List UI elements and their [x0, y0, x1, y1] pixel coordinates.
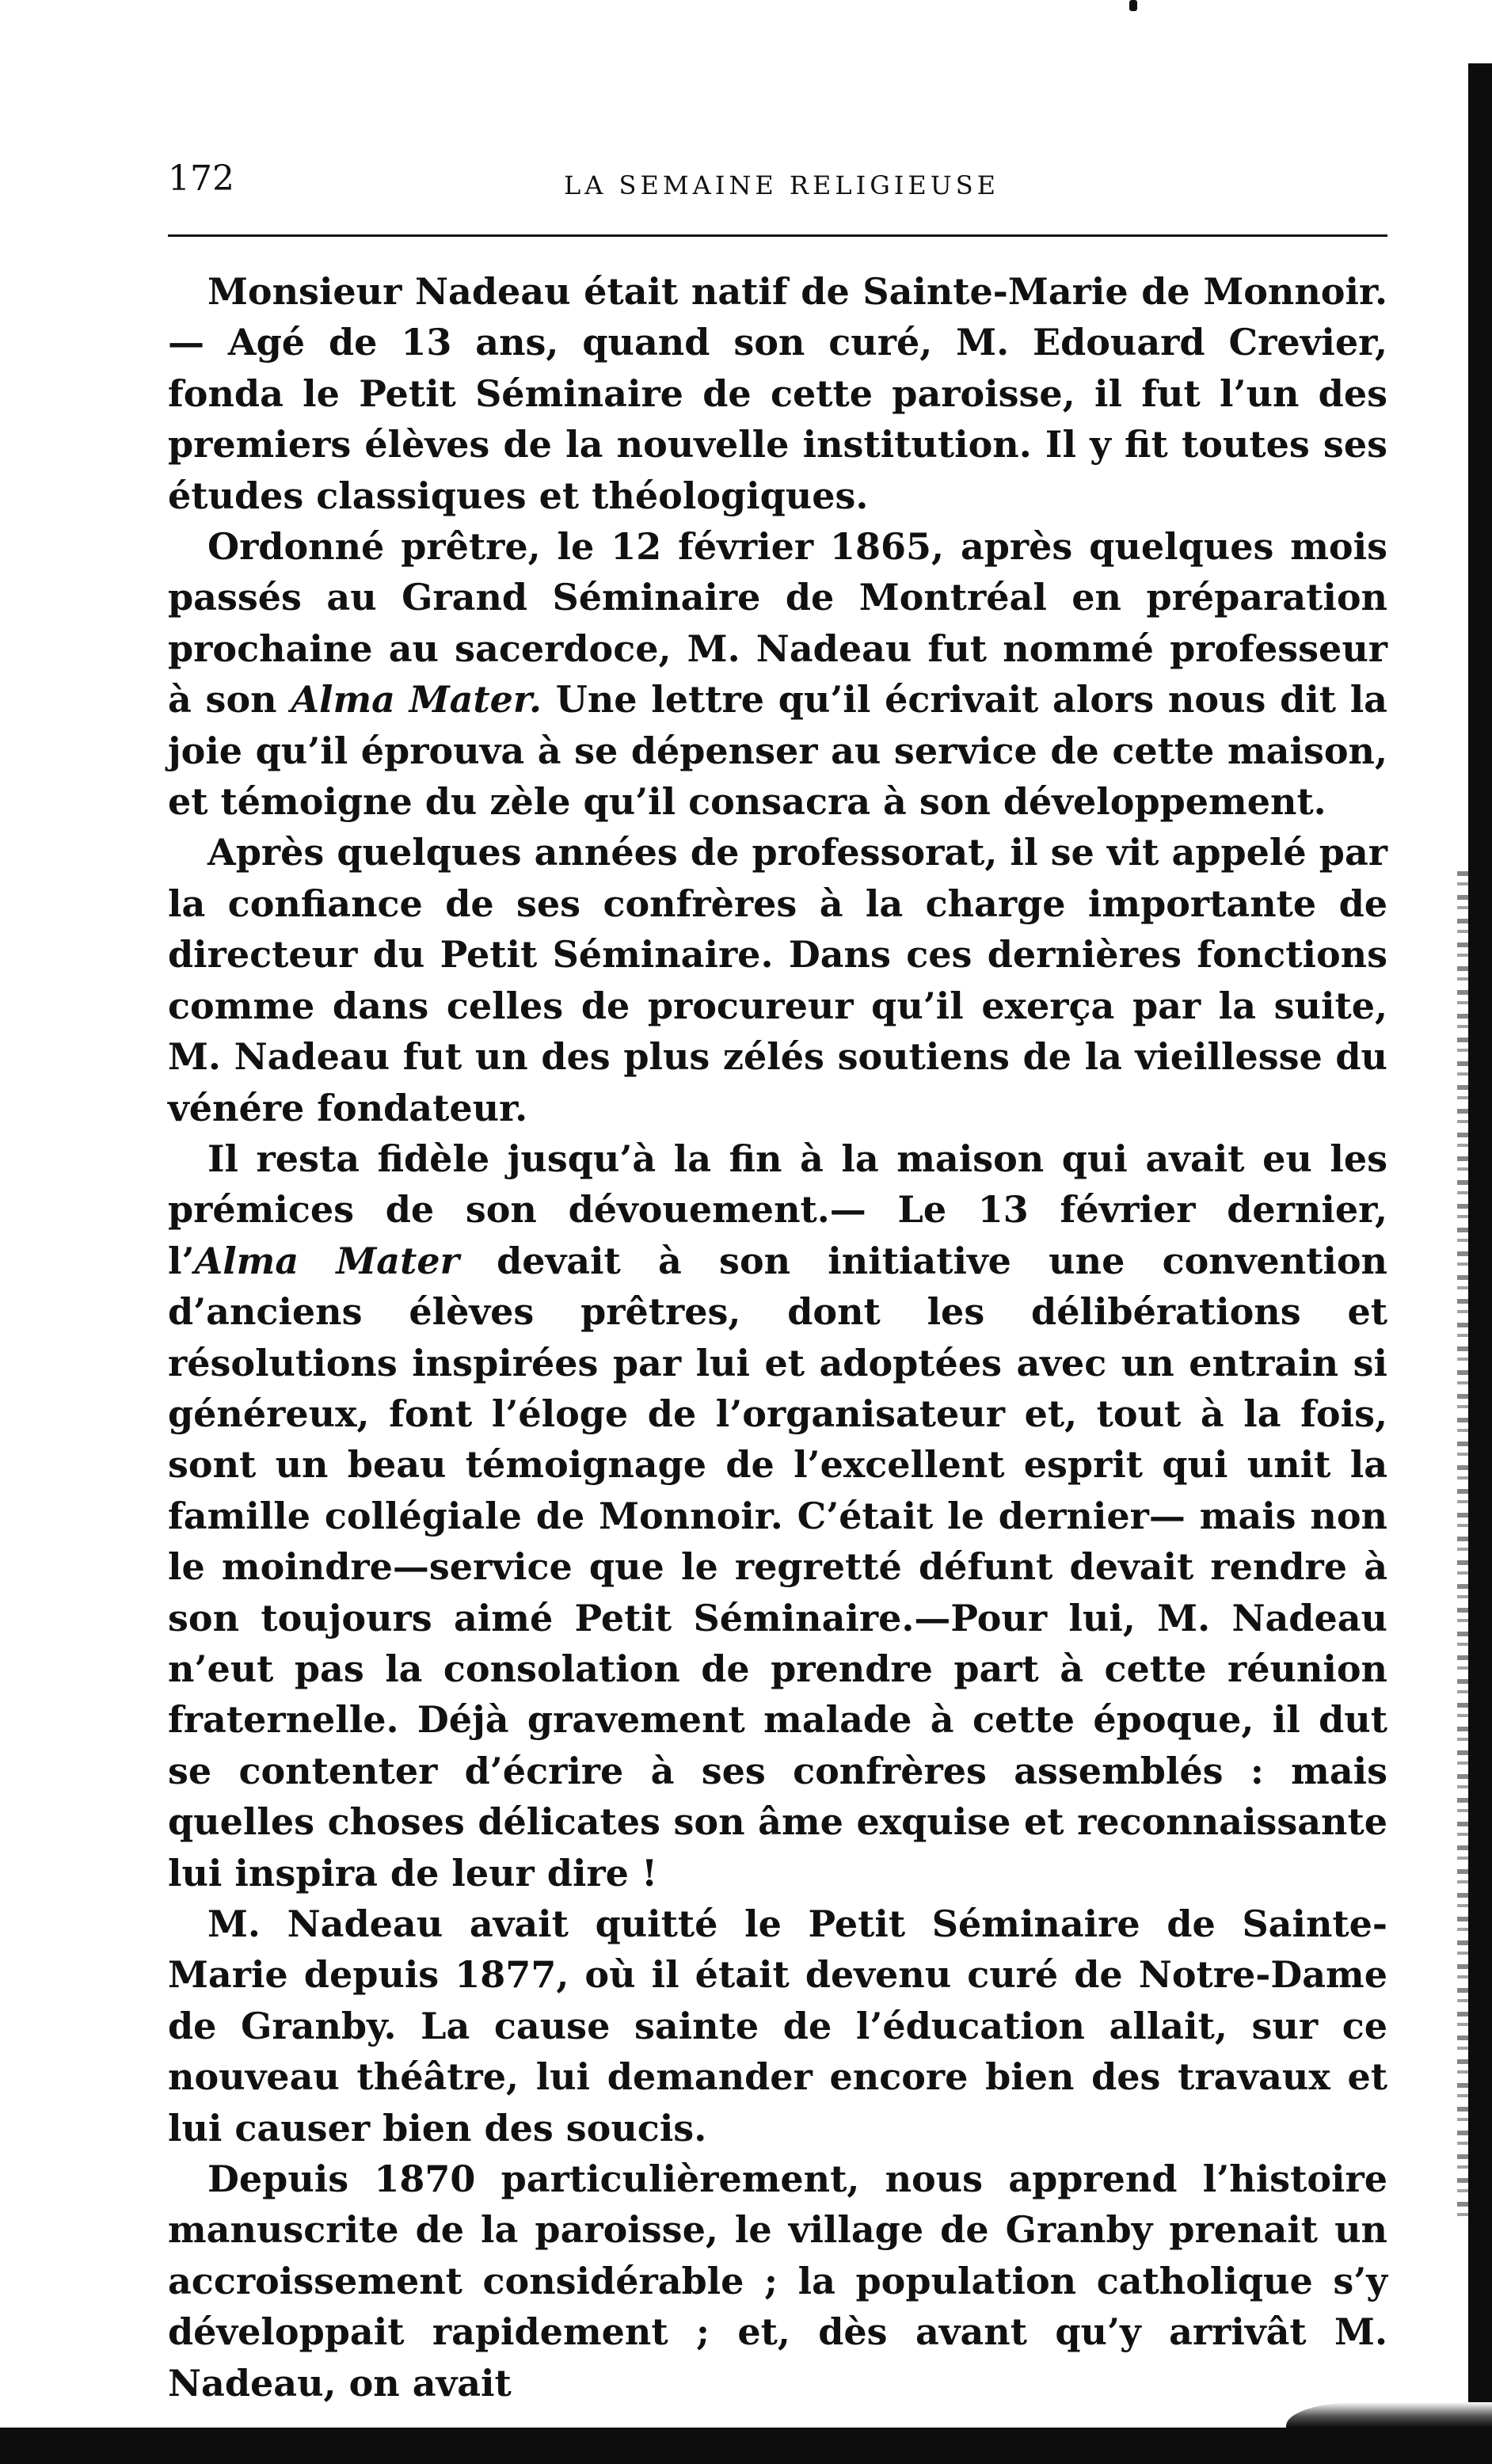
scan-edge-texture: [1457, 871, 1468, 2218]
italic-phrase: Alma Mater.: [291, 678, 542, 722]
page-number: 172: [168, 158, 234, 199]
paragraph-text: M. Nadeau avait quitté le Petit Séminaire de Sainte-Marie depuis 1877, où il était devenu curé de Notre-Dame de Granby. La cause sainte de l’éducation allait, sur ce nouveau théâtre, lui demander encore bien des travaux et lui causer bien des soucis.: [168, 1902, 1387, 2150]
running-title: LA SEMAINE RELIGIEUSE: [564, 170, 1000, 200]
paragraph-text: Ordonné prêtre, le 12 février 1865, après quelques mois passés au Grand Séminaire de Montréal en préparation prochaine au sacerdoce, M. Nadeau fut nommé professeur à son: [168, 525, 1387, 722]
scan-bottom-edge: [0, 2428, 1492, 2464]
paragraph: [168, 266, 1387, 521]
page-header: [168, 155, 1387, 208]
paragraph-text: devait à son initiative une convention d’anciens élèves prêtres, dont les délibérations et résolutions inspirées par lui et adoptées avec un entrain si généreux, font l’éloge de l’organisateur et, tout à la fois, sont un beau témoignage de l’excellent esprit qui unit la famille collégiale de Monnoir. C’était le dernier— mais non le moindre—service que le regretté défunt devait rendre à son toujours aimé Petit Séminaire.—Pour lui, M. Nadeau n’eut pas la consolation de prendre part à cette réunion fraternelle. Déjà gravement malade à cette époque, il dut se contenter d’écrire à ses confrères assemblés : mais quelles choses délicates son âme exquise et reconnaissante lui inspira de leur dire !: [168, 1239, 1387, 1895]
paragraph-text: Monsieur Nadeau était natif de Sainte-Marie de Monnoir.— Agé de 13 ans, quand son curé, M. Edouard Crevier, fonda le Petit Séminaire de cette paroisse, il fut l’un des premiers élèves de la nouvelle institution. Il y fit toutes ses études classiques et théologiques.: [168, 270, 1387, 517]
scan-right-edge: [1468, 63, 1492, 2464]
paragraph-text: Après quelques années de professorat, il se vit appelé par la confiance de ses confrères à la charge importante de directeur du Petit Séminaire. Dans ces dernières fonctions comme dans celles de procureur qu’il exerça par la suite, M. Nadeau fut un des plus zélés soutiens de la vieillesse du vénére fondateur.: [168, 831, 1387, 1129]
paragraph: [168, 2154, 1387, 2409]
ink-speck: [1129, 0, 1137, 11]
article-body: [168, 266, 1387, 2409]
header-rule: [168, 234, 1387, 237]
paragraph-text: Il resta fidèle jusqu’à la fin à la maison qui avait eu les prémices de son dévouement.— Le 13 février dernier, l’: [168, 1137, 1387, 1282]
paragraph: [168, 1133, 1387, 1898]
paragraph: [168, 827, 1387, 1133]
italic-phrase: Alma Mater: [194, 1239, 459, 1282]
paragraph: [168, 1898, 1387, 2154]
paragraph-text: Une lettre qu’il écrivait alors nous dit la joie qu’il éprouva à se dépenser au service de cette maison, et témoigne du zèle qu’il consacra à son développement.: [168, 678, 1387, 824]
paragraph-text: Depuis 1870 particulièrement, nous apprend l’histoire manuscrite de la paroisse, le village de Granby prenait un accroissement considérable ; la population catholique s’y développait rapidement ; et, dès avant qu’y arrivât M. Nadeau, on avait: [168, 2157, 1387, 2405]
paragraph: [168, 521, 1387, 827]
